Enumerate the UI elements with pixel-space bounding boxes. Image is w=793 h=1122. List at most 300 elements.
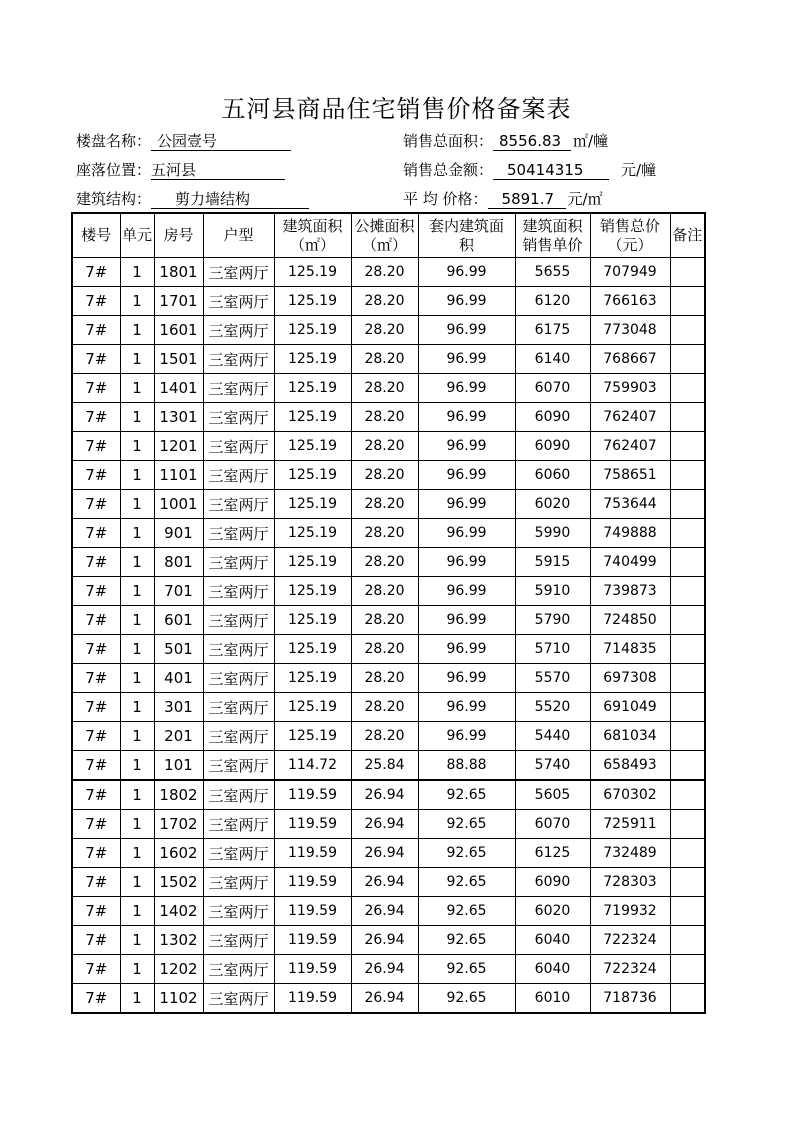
meta-row-structure	[76, 187, 716, 211]
cell-unit: 1	[120, 287, 154, 316]
cell-remark	[670, 780, 705, 810]
cell-inner-area: 96.99	[418, 287, 515, 316]
header-room-line1: 房号	[163, 226, 194, 244]
cell-unit-price: 6090	[515, 868, 590, 897]
total-area-value: 8556.83	[493, 133, 571, 151]
cell-inner-area: 96.99	[418, 345, 515, 374]
cell-inner-area: 96.99	[418, 316, 515, 345]
cell-unit-price: 5570	[515, 664, 590, 693]
total-area-field	[403, 129, 608, 153]
total-amount-value: 50414315	[493, 162, 609, 180]
cell-total-price: 739873	[590, 577, 670, 606]
cell-total-price: 762407	[590, 403, 670, 432]
cell-building: 7#	[72, 577, 120, 606]
cell-remark	[670, 258, 705, 287]
cell-gross-area: 125.19	[274, 316, 351, 345]
cell-total-price: 768667	[590, 345, 670, 374]
table-row	[72, 548, 705, 577]
header-total-price-line2: （元）	[607, 235, 653, 254]
avg-price-value: 5891.7	[488, 191, 566, 209]
cell-shared-area: 28.20	[351, 635, 418, 664]
cell-building: 7#	[72, 635, 120, 664]
cell-room: 1402	[154, 897, 203, 926]
cell-unit-price: 5710	[515, 635, 590, 664]
cell-inner-area: 92.65	[418, 780, 515, 810]
cell-layout: 三室两厅	[203, 258, 274, 287]
cell-unit: 1	[120, 490, 154, 519]
cell-shared-area: 28.20	[351, 461, 418, 490]
cell-gross-area: 125.19	[274, 635, 351, 664]
cell-unit-price: 5740	[515, 751, 590, 781]
cell-layout: 三室两厅	[203, 926, 274, 955]
cell-total-price: 749888	[590, 519, 670, 548]
project-label: 楼盘名称：	[76, 132, 152, 150]
cell-shared-area: 28.20	[351, 287, 418, 316]
cell-total-price: 773048	[590, 316, 670, 345]
cell-layout: 三室两厅	[203, 897, 274, 926]
table-row	[72, 897, 705, 926]
cell-inner-area: 92.65	[418, 926, 515, 955]
header-gross-area-line1: 建筑面积	[282, 216, 343, 235]
cell-unit-price: 6040	[515, 955, 590, 984]
cell-unit: 1	[120, 461, 154, 490]
table-row	[72, 258, 705, 287]
cell-layout: 三室两厅	[203, 519, 274, 548]
cell-layout: 三室两厅	[203, 316, 274, 345]
cell-shared-area: 26.94	[351, 926, 418, 955]
cell-unit: 1	[120, 780, 154, 810]
cell-inner-area: 92.65	[418, 810, 515, 839]
cell-remark	[670, 316, 705, 345]
cell-shared-area: 28.20	[351, 548, 418, 577]
table-row	[72, 490, 705, 519]
cell-gross-area: 125.19	[274, 287, 351, 316]
header-unit-price	[515, 213, 590, 258]
cell-inner-area: 96.99	[418, 374, 515, 403]
cell-unit: 1	[120, 955, 154, 984]
cell-layout: 三室两厅	[203, 635, 274, 664]
cell-gross-area: 119.59	[274, 926, 351, 955]
cell-layout: 三室两厅	[203, 490, 274, 519]
table-header-row	[72, 213, 705, 258]
cell-total-price: 724850	[590, 606, 670, 635]
cell-unit-price: 6020	[515, 897, 590, 926]
cell-remark	[670, 722, 705, 751]
table-row	[72, 635, 705, 664]
cell-unit: 1	[120, 403, 154, 432]
cell-unit: 1	[120, 810, 154, 839]
cell-unit: 1	[120, 984, 154, 1014]
header-total-price-line1: 销售总价	[599, 216, 660, 235]
cell-building: 7#	[72, 432, 120, 461]
cell-unit-price: 6175	[515, 316, 590, 345]
cell-total-price: 722324	[590, 955, 670, 984]
table-row	[72, 345, 705, 374]
cell-total-price: 681034	[590, 722, 670, 751]
cell-total-price: 758651	[590, 461, 670, 490]
cell-total-price: 697308	[590, 664, 670, 693]
meta-row-location	[76, 158, 716, 182]
table-row	[72, 287, 705, 316]
cell-gross-area: 125.19	[274, 577, 351, 606]
cell-room: 1202	[154, 955, 203, 984]
cell-remark	[670, 345, 705, 374]
cell-remark	[670, 897, 705, 926]
cell-room: 1501	[154, 345, 203, 374]
cell-unit: 1	[120, 722, 154, 751]
table-row	[72, 722, 705, 751]
cell-shared-area: 28.20	[351, 606, 418, 635]
structure-value: 剪力墙结构	[151, 191, 309, 209]
cell-shared-area: 28.20	[351, 345, 418, 374]
cell-unit-price: 6120	[515, 287, 590, 316]
total-amount-field	[403, 158, 656, 182]
table-row	[72, 984, 705, 1014]
cell-unit: 1	[120, 519, 154, 548]
cell-remark	[670, 751, 705, 781]
header-remark	[670, 213, 705, 258]
total-amount-unit: 元/幢	[621, 161, 657, 179]
cell-room: 301	[154, 693, 203, 722]
cell-gross-area: 119.59	[274, 810, 351, 839]
cell-remark	[670, 287, 705, 316]
cell-shared-area: 28.20	[351, 519, 418, 548]
cell-layout: 三室两厅	[203, 810, 274, 839]
cell-gross-area: 125.19	[274, 374, 351, 403]
cell-layout: 三室两厅	[203, 664, 274, 693]
cell-total-price: 707949	[590, 258, 670, 287]
cell-building: 7#	[72, 606, 120, 635]
cell-building: 7#	[72, 868, 120, 897]
cell-remark	[670, 984, 705, 1014]
header-shared-area-line1: 公摊面积	[354, 216, 415, 235]
cell-layout: 三室两厅	[203, 955, 274, 984]
cell-layout: 三室两厅	[203, 287, 274, 316]
header-building	[72, 213, 120, 258]
cell-inner-area: 96.99	[418, 432, 515, 461]
cell-unit-price: 5910	[515, 577, 590, 606]
cell-room: 1302	[154, 926, 203, 955]
cell-building: 7#	[72, 926, 120, 955]
cell-layout: 三室两厅	[203, 461, 274, 490]
cell-shared-area: 28.20	[351, 693, 418, 722]
cell-unit: 1	[120, 868, 154, 897]
cell-building: 7#	[72, 490, 120, 519]
cell-unit-price: 6060	[515, 461, 590, 490]
location-value: 五河县	[151, 162, 285, 180]
cell-gross-area: 119.59	[274, 839, 351, 868]
cell-layout: 三室两厅	[203, 751, 274, 781]
cell-building: 7#	[72, 345, 120, 374]
cell-unit: 1	[120, 432, 154, 461]
cell-shared-area: 26.94	[351, 868, 418, 897]
cell-room: 1701	[154, 287, 203, 316]
cell-unit-price: 6090	[515, 403, 590, 432]
cell-unit-price: 5915	[515, 548, 590, 577]
cell-total-price: 719932	[590, 897, 670, 926]
cell-layout: 三室两厅	[203, 374, 274, 403]
cell-building: 7#	[72, 693, 120, 722]
table-row	[72, 577, 705, 606]
cell-gross-area: 125.19	[274, 461, 351, 490]
table-row	[72, 868, 705, 897]
cell-gross-area: 125.19	[274, 345, 351, 374]
cell-gross-area: 125.19	[274, 606, 351, 635]
cell-unit: 1	[120, 751, 154, 781]
cell-gross-area: 125.19	[274, 403, 351, 432]
cell-inner-area: 88.88	[418, 751, 515, 781]
cell-room: 1802	[154, 780, 203, 810]
cell-remark	[670, 606, 705, 635]
cell-shared-area: 28.20	[351, 316, 418, 345]
header-inner-area-line1: 套内建筑面	[428, 216, 504, 235]
cell-building: 7#	[72, 780, 120, 810]
cell-building: 7#	[72, 722, 120, 751]
cell-shared-area: 26.94	[351, 984, 418, 1014]
cell-inner-area: 92.65	[418, 868, 515, 897]
cell-layout: 三室两厅	[203, 780, 274, 810]
cell-unit: 1	[120, 693, 154, 722]
cell-remark	[670, 693, 705, 722]
cell-unit-price: 6140	[515, 345, 590, 374]
cell-shared-area: 26.94	[351, 955, 418, 984]
cell-shared-area: 28.20	[351, 490, 418, 519]
cell-unit: 1	[120, 374, 154, 403]
cell-unit-price: 5990	[515, 519, 590, 548]
cell-remark	[670, 461, 705, 490]
header-inner-area	[418, 213, 515, 258]
cell-unit: 1	[120, 577, 154, 606]
cell-inner-area: 96.99	[418, 548, 515, 577]
cell-room: 101	[154, 751, 203, 781]
header-unit-price-line2: 销售单价	[522, 235, 583, 254]
cell-room: 501	[154, 635, 203, 664]
header-gross-area	[274, 213, 351, 258]
cell-total-price: 732489	[590, 839, 670, 868]
cell-remark	[670, 374, 705, 403]
table-row	[72, 606, 705, 635]
cell-room: 1502	[154, 868, 203, 897]
total-amount-label: 销售总金额：	[403, 161, 494, 179]
cell-remark	[670, 403, 705, 432]
cell-building: 7#	[72, 374, 120, 403]
cell-layout: 三室两厅	[203, 577, 274, 606]
header-room	[154, 213, 203, 258]
cell-total-price: 728303	[590, 868, 670, 897]
cell-inner-area: 96.99	[418, 635, 515, 664]
cell-room: 1601	[154, 316, 203, 345]
cell-building: 7#	[72, 548, 120, 577]
cell-gross-area: 125.19	[274, 693, 351, 722]
cell-remark	[670, 548, 705, 577]
cell-gross-area: 114.72	[274, 751, 351, 781]
table-row	[72, 432, 705, 461]
cell-shared-area: 26.94	[351, 810, 418, 839]
cell-room: 1602	[154, 839, 203, 868]
cell-shared-area: 26.94	[351, 839, 418, 868]
price-table	[71, 212, 706, 1014]
table-row	[72, 664, 705, 693]
cell-inner-area: 92.65	[418, 984, 515, 1014]
cell-shared-area: 28.20	[351, 577, 418, 606]
cell-building: 7#	[72, 839, 120, 868]
cell-gross-area: 119.59	[274, 868, 351, 897]
cell-unit: 1	[120, 664, 154, 693]
cell-room: 201	[154, 722, 203, 751]
table-row	[72, 926, 705, 955]
cell-layout: 三室两厅	[203, 868, 274, 897]
cell-room: 1702	[154, 810, 203, 839]
cell-building: 7#	[72, 258, 120, 287]
location-field	[76, 158, 285, 182]
header-unit	[120, 213, 154, 258]
cell-gross-area: 119.59	[274, 955, 351, 984]
cell-total-price: 670302	[590, 780, 670, 810]
cell-shared-area: 28.20	[351, 664, 418, 693]
cell-layout: 三室两厅	[203, 403, 274, 432]
cell-layout: 三室两厅	[203, 693, 274, 722]
cell-gross-area: 125.19	[274, 548, 351, 577]
cell-inner-area: 96.99	[418, 519, 515, 548]
cell-layout: 三室两厅	[203, 345, 274, 374]
table-row	[72, 693, 705, 722]
table-body	[72, 258, 705, 1014]
cell-room: 1001	[154, 490, 203, 519]
page-title: 五河县商品住宅销售价格备案表	[221, 95, 572, 123]
header-unit-line1: 单元	[121, 226, 152, 244]
cell-unit-price: 5655	[515, 258, 590, 287]
cell-unit-price: 5790	[515, 606, 590, 635]
cell-shared-area: 25.84	[351, 751, 418, 781]
header-remark-line1: 备注	[672, 226, 703, 244]
cell-building: 7#	[72, 955, 120, 984]
cell-gross-area: 119.59	[274, 780, 351, 810]
cell-remark	[670, 868, 705, 897]
cell-remark	[670, 810, 705, 839]
cell-inner-area: 96.99	[418, 606, 515, 635]
cell-remark	[670, 490, 705, 519]
cell-room: 901	[154, 519, 203, 548]
cell-total-price: 722324	[590, 926, 670, 955]
cell-unit-price: 6070	[515, 810, 590, 839]
total-area-unit: ㎡/幢	[573, 132, 609, 150]
cell-unit-price: 6020	[515, 490, 590, 519]
cell-shared-area: 28.20	[351, 403, 418, 432]
cell-building: 7#	[72, 316, 120, 345]
cell-unit: 1	[120, 258, 154, 287]
cell-unit-price: 6010	[515, 984, 590, 1014]
cell-inner-area: 96.99	[418, 693, 515, 722]
header-shared-area-line2: （㎡）	[361, 235, 407, 254]
cell-remark	[670, 839, 705, 868]
table-row	[72, 839, 705, 868]
cell-inner-area: 96.99	[418, 577, 515, 606]
header-shared-area	[351, 213, 418, 258]
cell-building: 7#	[72, 519, 120, 548]
total-area-label: 销售总面积：	[403, 132, 494, 150]
cell-inner-area: 92.65	[418, 955, 515, 984]
cell-remark	[670, 664, 705, 693]
cell-unit: 1	[120, 897, 154, 926]
cell-inner-area: 96.99	[418, 490, 515, 519]
cell-remark	[670, 432, 705, 461]
cell-gross-area: 125.19	[274, 432, 351, 461]
cell-total-price: 691049	[590, 693, 670, 722]
header-total-price	[590, 213, 670, 258]
cell-unit-price: 5520	[515, 693, 590, 722]
structure-field	[76, 187, 309, 211]
cell-room: 1301	[154, 403, 203, 432]
cell-gross-area: 125.19	[274, 490, 351, 519]
cell-unit-price: 6090	[515, 432, 590, 461]
header-building-line1: 楼号	[81, 226, 112, 244]
header-inner-area-line2: 积	[458, 235, 474, 254]
cell-shared-area: 28.20	[351, 722, 418, 751]
cell-building: 7#	[72, 287, 120, 316]
cell-building: 7#	[72, 984, 120, 1014]
cell-building: 7#	[72, 751, 120, 781]
table-row	[72, 316, 705, 345]
cell-total-price: 740499	[590, 548, 670, 577]
cell-remark	[670, 519, 705, 548]
cell-inner-area: 96.99	[418, 461, 515, 490]
cell-shared-area: 26.94	[351, 780, 418, 810]
cell-gross-area: 119.59	[274, 984, 351, 1014]
cell-inner-area: 96.99	[418, 722, 515, 751]
table-row	[72, 751, 705, 781]
cell-unit: 1	[120, 635, 154, 664]
cell-layout: 三室两厅	[203, 839, 274, 868]
cell-gross-area: 125.19	[274, 722, 351, 751]
table-row	[72, 780, 705, 810]
cell-unit: 1	[120, 548, 154, 577]
cell-unit-price: 6040	[515, 926, 590, 955]
table-row	[72, 519, 705, 548]
cell-gross-area: 125.19	[274, 519, 351, 548]
cell-unit: 1	[120, 606, 154, 635]
cell-unit: 1	[120, 316, 154, 345]
structure-label: 建筑结构：	[76, 190, 152, 208]
cell-total-price: 762407	[590, 432, 670, 461]
table-row	[72, 955, 705, 984]
header-layout-line1: 户型	[223, 226, 254, 244]
cell-building: 7#	[72, 403, 120, 432]
avg-price-unit: 元/㎡	[567, 190, 603, 208]
cell-remark	[670, 635, 705, 664]
cell-total-price: 753644	[590, 490, 670, 519]
cell-unit: 1	[120, 345, 154, 374]
cell-building: 7#	[72, 461, 120, 490]
cell-building: 7#	[72, 810, 120, 839]
cell-unit-price: 5605	[515, 780, 590, 810]
cell-total-price: 725911	[590, 810, 670, 839]
cell-room: 401	[154, 664, 203, 693]
cell-gross-area: 125.19	[274, 664, 351, 693]
cell-inner-area: 92.65	[418, 839, 515, 868]
cell-inner-area: 96.99	[418, 664, 515, 693]
cell-inner-area: 96.99	[418, 258, 515, 287]
cell-layout: 三室两厅	[203, 432, 274, 461]
header-layout	[203, 213, 274, 258]
avg-price-label: 平 均 价格：	[403, 190, 488, 208]
cell-building: 7#	[72, 897, 120, 926]
cell-total-price: 759903	[590, 374, 670, 403]
cell-room: 1401	[154, 374, 203, 403]
cell-total-price: 658493	[590, 751, 670, 781]
cell-unit: 1	[120, 926, 154, 955]
cell-total-price: 714835	[590, 635, 670, 664]
cell-layout: 三室两厅	[203, 548, 274, 577]
